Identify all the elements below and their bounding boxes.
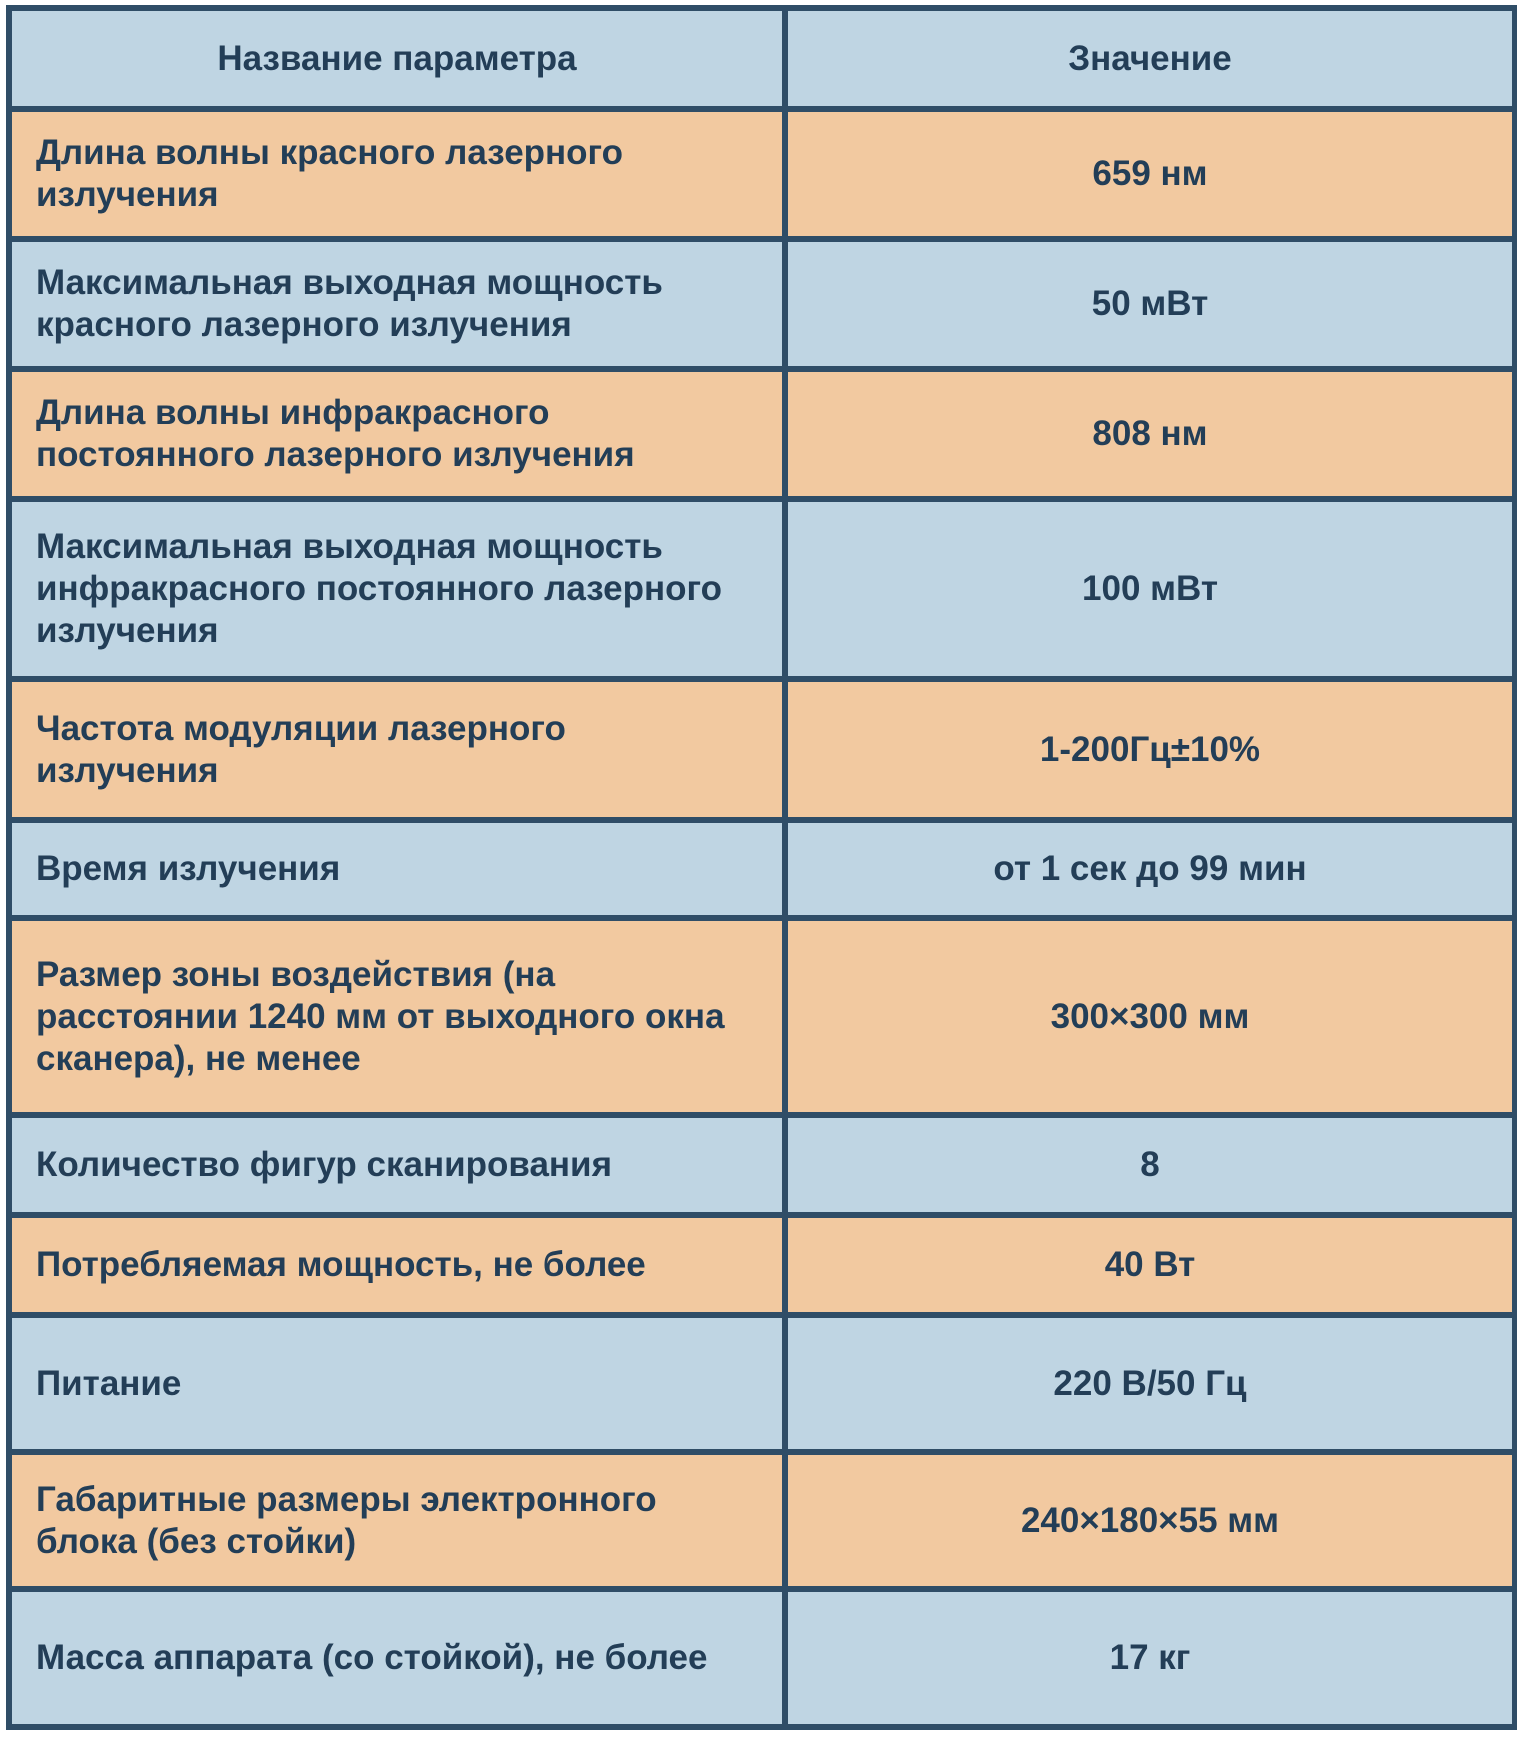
row-parameter-name: Количество фигур сканирования [9,1115,785,1215]
row-parameter-name: Габаритные размеры электронного блока (без стойки) [9,1452,785,1589]
table-row [9,109,1515,239]
table-row [9,1115,1515,1215]
row-parameter-name: Длина волны инфракрасного постоянного лазерного излучения [9,369,785,499]
table-row [9,918,1515,1115]
row-parameter-name: Время излучения [9,820,785,918]
row-parameter-value: 659 нм [785,109,1515,239]
row-parameter-value: от 1 сек до 99 мин [785,820,1515,918]
table-row [9,1315,1515,1452]
table-row [9,820,1515,918]
row-parameter-name: Максимальная выходная мощность инфракрасного постоянного лазерного излучения [9,499,785,679]
table-row [9,369,1515,499]
row-parameter-name: Масса аппарата (со стойкой), не более [9,1589,785,1727]
table-row [9,679,1515,820]
row-parameter-name: Питание [9,1315,785,1452]
row-parameter-value: 17 кг [785,1589,1515,1727]
table-header-row [9,8,1515,109]
row-parameter-value: 40 Вт [785,1215,1515,1315]
specifications-table [6,5,1517,1730]
row-parameter-value: 100 мВт [785,499,1515,679]
header-parameter-value: Значение [785,8,1515,109]
table-row [9,1589,1515,1727]
row-parameter-name: Размер зоны воздействия (на расстоянии 1240 мм от выходного окна сканера), не менее [9,918,785,1115]
table-row [9,499,1515,679]
row-parameter-name: Длина волны красного лазерного излучения [9,109,785,239]
row-parameter-value: 808 нм [785,369,1515,499]
table-row [9,239,1515,369]
row-parameter-value: 8 [785,1115,1515,1215]
row-parameter-value: 50 мВт [785,239,1515,369]
table-row [9,1215,1515,1315]
row-parameter-name: Частота модуляции лазерного излучения [9,679,785,820]
row-parameter-name: Потребляемая мощность, не более [9,1215,785,1315]
row-parameter-value: 240×180×55 мм [785,1452,1515,1589]
row-parameter-value: 220 В/50 Гц [785,1315,1515,1452]
header-parameter-name: Название параметра [9,8,785,109]
table-row [9,1452,1515,1589]
row-parameter-name: Максимальная выходная мощность красного лазерного излучения [9,239,785,369]
row-parameter-value: 1-200Гц±10% [785,679,1515,820]
row-parameter-value: 300×300 мм [785,918,1515,1115]
